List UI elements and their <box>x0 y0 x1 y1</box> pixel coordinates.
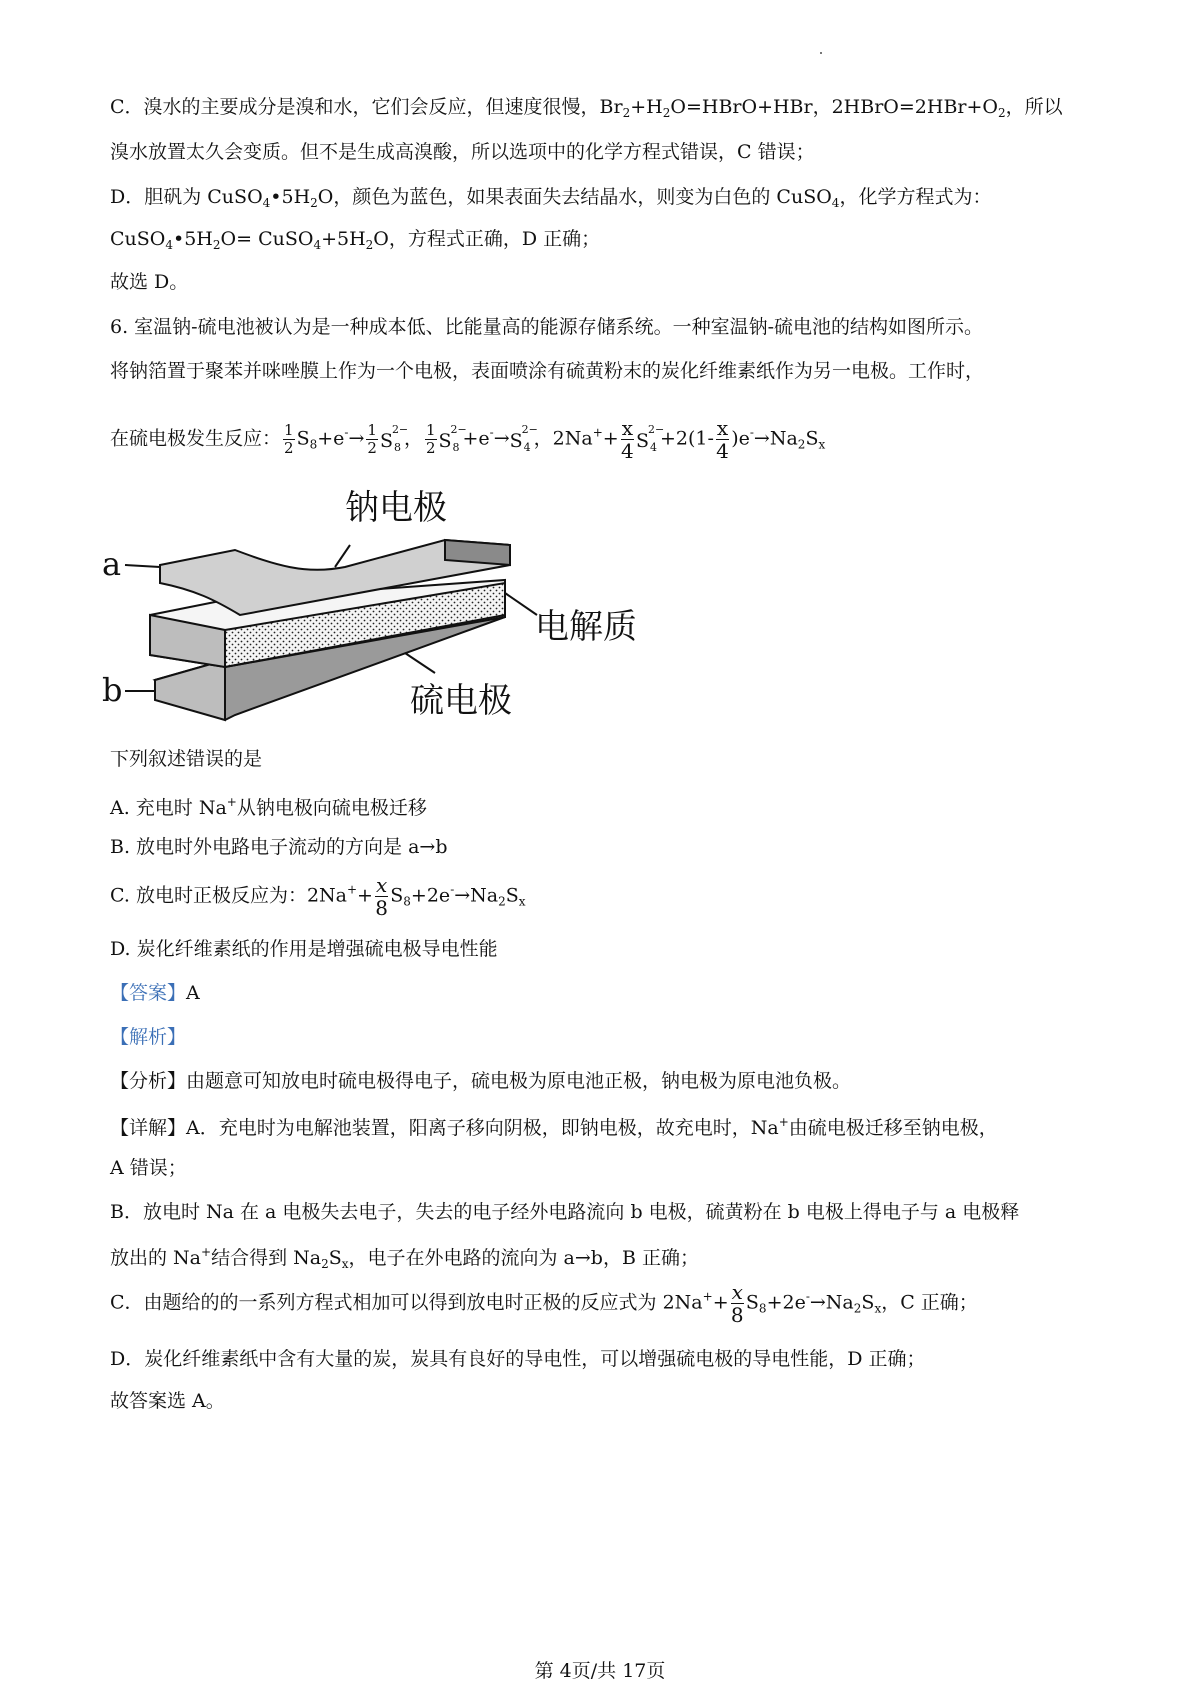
answer-line: 【答案】A <box>110 982 200 1004</box>
question6-reactions: 在硫电极发生反应： $\frac{1}{2}$ $S_8+e^-\to$ $\frac{1}{2}$ S 2− 8 ， $\frac{1}{2}$ S 2− 8 +e-→ S 2− 4 ，2Na++ $\frac{x}{4}$ S 2− 4 +2(1- $\frac{x}{4}$ )$e^-\to Na_2S_x$ <box>110 416 826 463</box>
sulfur-electrode-front <box>155 660 225 720</box>
terminal-a-line <box>125 565 160 567</box>
option-d-explanation-line2: $CuSO_4•5H_2O=$ $CuSO_4+5H_2O$，方程式正确，D 正确； <box>110 228 601 252</box>
terminal-b-label: b <box>102 671 123 709</box>
option-d: D. 炭化纤维素纸的作用是增强硫电极导电性能 <box>110 938 498 960</box>
option-b: B. 放电时外电路电子流动的方向是 a→b <box>110 836 448 858</box>
sodium-leader-line <box>335 545 350 567</box>
page-footer: 第 4页/共 17页 <box>534 1660 666 1682</box>
electrolyte-leader-line <box>505 593 537 615</box>
xiangjie-line1: 【详解】A．充电时为电解池装置，阳离子移向阴极，即钠电极，故充电时，Na+由硫电极迁移至钠电极， <box>110 1115 998 1139</box>
question-stem: 下列叙述错误的是 <box>110 748 263 770</box>
battery-structure-figure <box>102 488 665 760</box>
explanation-c: C．由题给的的一系列方程式相加可以得到放电时正极的反应式为 2Na++ $\frac{x}{8}$ $S_8+2e^-\to Na_2S_x$，C 正确； <box>110 1280 978 1327</box>
question6-line2: 将钠箔置于聚苯并咪唑膜上作为一个电极，表面喷涂有硫黄粉末的炭化纤维素纸作为另一电极。工作时， <box>110 360 985 382</box>
sulfur-leader-line <box>405 653 435 673</box>
explanation-b-line2: 放出的 Na+结合得到 $Na_2S_x$，电子在外电路的流向为 a→b，B 正确； <box>110 1245 699 1271</box>
option-c-explanation-line1: C．溴水的主要成分是溴和水，它们会反应，但速度很慢，$Br_2+H_2O=HBrO+HBr$，$2HBrO=2HBr+O_2$，所以 <box>110 96 1063 120</box>
explanation-b-line1: B．放电时 Na 在 a 电极失去电子，失去的电子经外电路流向 b 电极，硫黄粉在 b 电极上得电子与 a 电极释 <box>110 1201 1020 1223</box>
electrolyte-label: 电解质 <box>535 607 637 647</box>
option-a: A. 充电时 Na+从钠电极向硫电极迁移 <box>110 795 427 819</box>
terminal-a-label: a <box>102 545 122 583</box>
xiangjie-line2: A 错误； <box>110 1157 187 1179</box>
explanation-d: D．炭化纤维素纸中含有大量的炭，炭具有良好的导电性，可以增强硫电极的导电性能，D 正确； <box>110 1348 926 1370</box>
scan-dot <box>820 52 822 54</box>
option-c: C. 放电时正极反应为：2Na++ $\frac{x}{8}$ $S_8+2e^-\to Na_2S_x$ <box>110 873 526 920</box>
fenxi-line: 【分析】由题意可知放电时硫电极得电子，硫电极为原电池正极，钠电极为原电池负极。 <box>110 1070 852 1092</box>
sodium-electrode-label: 钠电极 <box>345 488 447 528</box>
analysis-tag: 【解析】 <box>110 1026 187 1048</box>
sulfur-electrode-label: 硫电极 <box>410 681 512 721</box>
final-answer: 故答案选 A。 <box>110 1390 225 1412</box>
question6-line1: 6. 室温钠-硫电池被认为是一种成本低、比能量高的能源存储系统。一种室温钠-硫电池的结构如图所示。 <box>110 316 984 338</box>
option-d-explanation-line1: D．胆矾为 $CuSO_4•5H_2O$，颜色为蓝色，如果表面失去结晶水，则变为白色的 CuSO$_4$，化学方程式为： <box>110 186 992 210</box>
sodium-electrode-edge <box>445 540 510 565</box>
option-c-explanation-line2: 溴水放置太久会变质。但不是生成高溴酸，所以选项中的化学方程式错误，C 错误； <box>110 141 815 163</box>
choose-d: 故选 D。 <box>110 271 189 293</box>
